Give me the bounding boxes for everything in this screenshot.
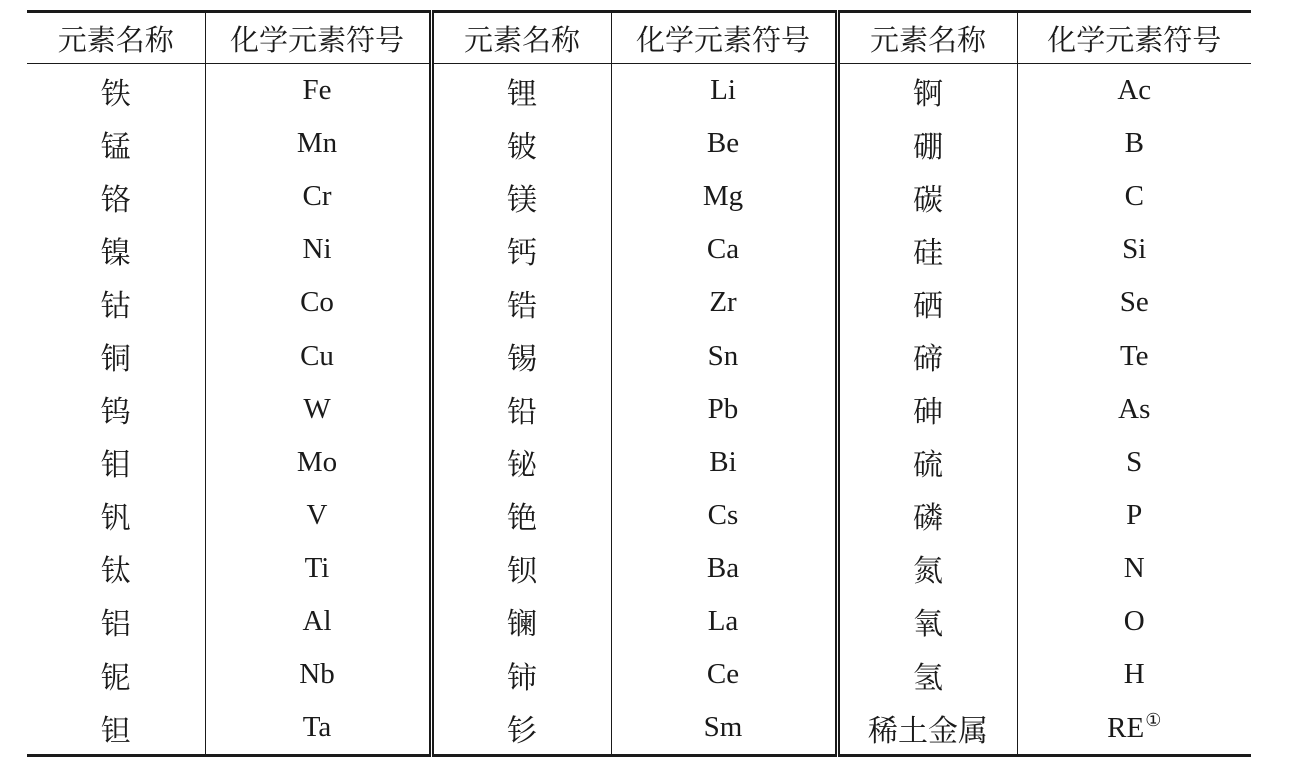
element-name-cell xyxy=(431,223,611,276)
element-symbol-cell xyxy=(205,329,431,382)
cell-text: 稀土金属 xyxy=(868,713,988,749)
cell-text: 锆 xyxy=(507,288,537,324)
element-name-cell xyxy=(27,170,205,223)
element-symbol-cell xyxy=(1017,595,1251,648)
element-name-cell xyxy=(431,489,611,542)
table-row xyxy=(27,276,1251,329)
cell-text: 钴 xyxy=(100,288,131,324)
element-symbol-cell xyxy=(611,648,837,701)
cell-text: Ti xyxy=(304,551,330,584)
element-symbol-cell xyxy=(611,436,837,489)
element-symbol-cell xyxy=(1017,64,1251,118)
element-symbol-cell xyxy=(611,170,837,223)
cell-text: P xyxy=(1126,498,1143,531)
element-name-cell xyxy=(431,701,611,756)
element-name-cell xyxy=(27,648,205,701)
cell-text: Ba xyxy=(706,551,740,584)
cell-text: 砷 xyxy=(913,395,943,431)
element-name-cell xyxy=(837,383,1017,436)
cell-text: Ce xyxy=(706,658,740,691)
cell-text: 钛 xyxy=(100,554,131,590)
cell-text: O xyxy=(1123,604,1145,637)
table-row xyxy=(27,436,1251,489)
element-name-cell xyxy=(837,223,1017,276)
cell-text: Ac xyxy=(1117,74,1152,107)
table-row xyxy=(27,64,1251,118)
cell-text: 铌 xyxy=(100,660,131,696)
element-symbol-cell xyxy=(205,276,431,329)
cell-text: 钼 xyxy=(100,448,131,484)
element-name-cell xyxy=(837,64,1017,118)
element-symbol-cell xyxy=(205,383,431,436)
element-name-cell xyxy=(431,648,611,701)
element-name-cell xyxy=(837,436,1017,489)
element-name-cell xyxy=(431,276,611,329)
header-element-name: 元素名称 xyxy=(837,12,1017,64)
table-row xyxy=(27,170,1251,223)
cell-text: Cr xyxy=(302,180,332,213)
element-symbol-cell xyxy=(1017,542,1251,595)
cell-text: 锕 xyxy=(913,76,943,112)
element-name-cell xyxy=(27,64,205,118)
cell-text: C xyxy=(1124,180,1144,213)
element-symbol-cell xyxy=(1017,276,1251,329)
cell-text: 硫 xyxy=(913,448,943,484)
cell-text: 铍 xyxy=(507,129,537,165)
cell-text: 钨 xyxy=(100,395,131,431)
element-symbol-cell xyxy=(205,701,431,756)
cell-text: 镁 xyxy=(507,182,537,218)
cell-text: H xyxy=(1123,658,1145,691)
element-symbol-cell xyxy=(611,329,837,382)
cell-text: RE xyxy=(1107,712,1145,745)
cell-text: 锂 xyxy=(507,76,537,112)
element-name-cell xyxy=(27,329,205,382)
cell-text: 碳 xyxy=(913,182,943,218)
cell-text: 锰 xyxy=(100,129,131,165)
cell-text: Te xyxy=(1119,339,1149,372)
cell-text: Ta xyxy=(302,711,332,744)
element-name-cell xyxy=(431,383,611,436)
cell-text: 钽 xyxy=(100,713,131,749)
cell-text: Co xyxy=(300,286,334,319)
cell-text: 铈 xyxy=(507,660,537,696)
element-name-cell xyxy=(837,117,1017,170)
element-symbol-cell xyxy=(205,648,431,701)
cell-text: Si xyxy=(1122,233,1147,266)
cell-text: Zr xyxy=(709,286,737,319)
cell-text: 钙 xyxy=(507,235,537,271)
header-chemical-symbol: 化学元素符号 xyxy=(205,12,431,64)
cell-text: S xyxy=(1126,445,1143,478)
table-row xyxy=(27,595,1251,648)
element-name-cell xyxy=(27,489,205,542)
cell-text: Se xyxy=(1119,286,1149,319)
cell-text: 铯 xyxy=(507,501,537,537)
element-name-cell xyxy=(27,383,205,436)
element-name-cell xyxy=(837,170,1017,223)
element-name-cell xyxy=(27,276,205,329)
cell-text: 氮 xyxy=(913,554,943,590)
cell-text: 钒 xyxy=(100,501,131,537)
cell-text: 铜 xyxy=(100,342,131,378)
cell-text: 钡 xyxy=(507,554,537,590)
cell-text: Mo xyxy=(296,445,338,478)
element-symbol-cell xyxy=(1017,170,1251,223)
table-row xyxy=(27,117,1251,170)
element-name-cell xyxy=(837,542,1017,595)
element-symbol-cell xyxy=(205,223,431,276)
cell-text: Cs xyxy=(707,498,739,531)
element-name-cell xyxy=(431,436,611,489)
element-name-cell xyxy=(837,489,1017,542)
element-symbol-cell xyxy=(611,276,837,329)
element-symbol-cell xyxy=(205,117,431,170)
cell-text: W xyxy=(303,392,331,425)
element-name-cell xyxy=(27,223,205,276)
element-name-cell xyxy=(431,595,611,648)
cell-text: Fe xyxy=(302,74,332,107)
footnote-mark: ① xyxy=(1145,710,1162,731)
cell-text: Bi xyxy=(709,445,737,478)
element-symbol-cell xyxy=(1017,489,1251,542)
cell-text: Li xyxy=(710,74,736,107)
cell-text: 氢 xyxy=(913,660,943,696)
cell-text: Nb xyxy=(299,658,335,691)
element-symbol-cell xyxy=(1017,436,1251,489)
header-row xyxy=(27,12,1251,64)
cell-text: 碲 xyxy=(913,342,943,378)
element-symbol-cell xyxy=(1017,383,1251,436)
cell-text: 镍 xyxy=(100,235,131,271)
element-name-cell xyxy=(431,170,611,223)
cell-text: Ni xyxy=(302,233,332,266)
element-symbol-cell xyxy=(205,64,431,118)
cell-text: 铝 xyxy=(100,607,131,643)
header-element-name: 元素名称 xyxy=(57,22,174,57)
cell-text: Sm xyxy=(703,711,743,744)
element-symbol-cell xyxy=(1017,117,1251,170)
header-chemical-symbol: 化学元素符号 xyxy=(611,12,837,64)
element-name-cell xyxy=(27,595,205,648)
cell-text: Ca xyxy=(706,233,740,266)
element-symbol-cell xyxy=(611,117,837,170)
table-row xyxy=(27,329,1251,382)
header-chemical-symbol: 化学元素符号 xyxy=(1017,12,1251,64)
table-row xyxy=(27,383,1251,436)
cell-text: Sn xyxy=(707,339,739,372)
element-name-cell xyxy=(431,117,611,170)
element-symbol-cell xyxy=(611,542,837,595)
element-symbol-cell xyxy=(611,595,837,648)
cell-text: 铋 xyxy=(507,448,537,484)
cell-text: B xyxy=(1124,127,1144,160)
element-symbol-cell xyxy=(1017,701,1251,756)
cell-text: 锡 xyxy=(507,342,537,378)
element-name-cell xyxy=(431,329,611,382)
cell-text: Be xyxy=(706,127,740,160)
element-name-cell xyxy=(837,701,1017,756)
element-name-cell xyxy=(27,436,205,489)
element-symbol-cell xyxy=(1017,329,1251,382)
cell-text: Mg xyxy=(702,180,744,213)
cell-text: Pb xyxy=(707,392,739,425)
header-element-name: 元素名称 xyxy=(431,12,611,64)
element-name-cell xyxy=(431,64,611,118)
cell-text: 铁 xyxy=(100,76,131,112)
cell-text: 硼 xyxy=(913,129,943,165)
table-body xyxy=(27,64,1251,756)
element-name-cell xyxy=(27,117,205,170)
cell-text: 钐 xyxy=(507,713,537,749)
element-name-cell xyxy=(431,542,611,595)
element-symbol-cell xyxy=(611,64,837,118)
table-row xyxy=(27,648,1251,701)
element-name-cell xyxy=(837,595,1017,648)
element-symbol-cell xyxy=(205,436,431,489)
table-row xyxy=(27,542,1251,595)
table-row xyxy=(27,701,1251,756)
cell-text: 磷 xyxy=(913,501,943,537)
cell-text: 氧 xyxy=(913,607,943,643)
element-symbol-cell xyxy=(611,489,837,542)
cell-text: 硅 xyxy=(913,235,943,271)
element-symbol-cell xyxy=(1017,648,1251,701)
cell-text: Mn xyxy=(296,127,338,160)
cell-text: 铅 xyxy=(507,395,537,431)
element-name-cell xyxy=(27,701,205,756)
element-symbol-cell xyxy=(611,383,837,436)
element-name-cell xyxy=(27,542,205,595)
element-symbol-cell xyxy=(205,489,431,542)
cell-text: La xyxy=(707,604,739,637)
element-name-cell xyxy=(837,648,1017,701)
cell-text: 铬 xyxy=(100,182,131,218)
element-name-cell xyxy=(837,329,1017,382)
cell-text: Cu xyxy=(300,339,334,372)
element-symbol-cell xyxy=(611,701,837,756)
element-symbol-cell xyxy=(1017,223,1251,276)
cell-text: As xyxy=(1118,392,1151,425)
element-name-cell xyxy=(837,276,1017,329)
element-symbol-cell xyxy=(205,170,431,223)
cell-text: 硒 xyxy=(913,288,943,324)
table-row xyxy=(27,489,1251,542)
element-symbol-cell xyxy=(205,542,431,595)
element-symbol-cell xyxy=(205,595,431,648)
cell-text: 镧 xyxy=(507,607,537,643)
cell-text: V xyxy=(306,498,328,531)
element-symbol-table xyxy=(27,10,1251,757)
cell-text: N xyxy=(1123,551,1145,584)
table-row xyxy=(27,223,1251,276)
table xyxy=(27,10,1251,757)
element-symbol-cell xyxy=(611,223,837,276)
cell-text: Al xyxy=(302,604,332,637)
